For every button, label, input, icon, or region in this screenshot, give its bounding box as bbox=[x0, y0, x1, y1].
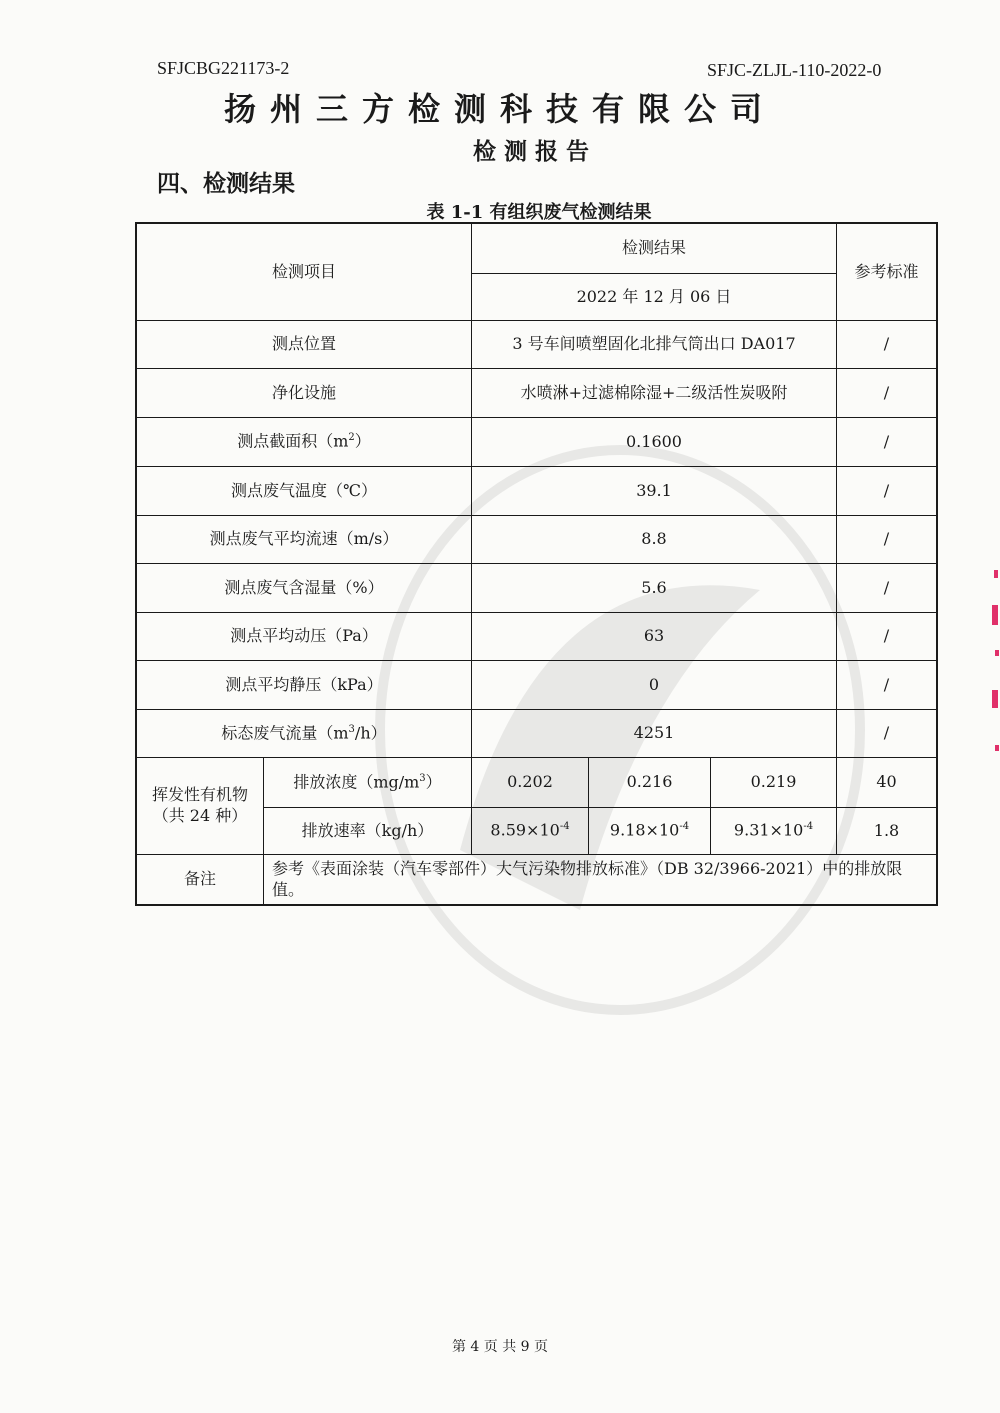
voc-rate-value: $9.18\times 10^{-4}$ bbox=[589, 808, 711, 855]
remark-text: 参考《表面涂装（汽车零部件）大气污染物排放标准》（DB 32/3966-2021）中的排放限值。 bbox=[272, 858, 903, 899]
row-value: 4251 bbox=[472, 710, 837, 758]
head-item: 检测项目 bbox=[137, 224, 472, 321]
row-ref: / bbox=[837, 418, 936, 467]
remark-label: 备注 bbox=[137, 855, 264, 904]
company-name: 扬州三方检测科技有限公司 bbox=[223, 90, 776, 128]
row-ref: / bbox=[837, 613, 936, 661]
row-value: 3 号车间喷塑固化北排气筒出口 DA017 bbox=[472, 321, 837, 369]
row-ref: / bbox=[837, 369, 936, 418]
voc-conc-ref: 40 bbox=[837, 758, 936, 808]
row-value: 8.8 bbox=[472, 516, 837, 564]
row-ref: / bbox=[837, 467, 936, 516]
voc-name: 挥发性有机物 （共 24 种） bbox=[137, 758, 264, 855]
page-footer: 第 4 页 共 9 页 bbox=[451, 1339, 549, 1355]
head-date: 2022 年 12 月 06 日 bbox=[472, 274, 837, 321]
report-title: 检测报告 bbox=[473, 138, 597, 165]
form-code: SFJC-ZLJL-110-2022-0 bbox=[707, 60, 882, 80]
row-ref: / bbox=[837, 321, 936, 369]
stamp-edge-mark bbox=[986, 565, 1000, 765]
voc-conc-value: 0.219 bbox=[711, 758, 837, 808]
row-label: 净化设施 bbox=[137, 369, 472, 418]
row-value: 39.1 bbox=[472, 467, 837, 516]
section-title: 四、检测结果 bbox=[157, 170, 295, 197]
row-ref: / bbox=[837, 516, 936, 564]
row-label: 测点截面积$(m^2)$ bbox=[137, 418, 472, 467]
voc-rate-value: $9.31\times 10^{-4}$ bbox=[711, 808, 837, 855]
row-value: 水喷淋+过滤棉除湿+二级活性炭吸附 bbox=[472, 369, 837, 418]
row-label: 测点平均动压（Pa） bbox=[137, 613, 472, 661]
head-reference: 参考标准 bbox=[837, 224, 936, 321]
row-value: 63 bbox=[472, 613, 837, 661]
row-ref: / bbox=[837, 710, 936, 758]
table-caption: 表 1-1 有组织废气检测结果 bbox=[426, 202, 652, 223]
results-table bbox=[135, 222, 938, 906]
voc-rate-label: 排放速率（kg/h） bbox=[264, 808, 472, 855]
row-label: 测点位置 bbox=[137, 321, 472, 369]
row-ref: / bbox=[837, 564, 936, 613]
row-value: 5.6 bbox=[472, 564, 837, 613]
row-label: 标态废气流量$(m^3/h)$ bbox=[137, 710, 472, 758]
doc-number: SFJCBG221173-2 bbox=[157, 58, 290, 78]
row-label: 测点平均静压（kPa） bbox=[137, 661, 472, 710]
voc-rate-value: $8.59\times 10^{-4}$ bbox=[472, 808, 589, 855]
row-value: 0.1600 bbox=[472, 418, 837, 467]
voc-rate-ref: 1.8 bbox=[837, 808, 936, 855]
head-result: 检测结果 bbox=[472, 224, 837, 274]
voc-conc-value: 0.202 bbox=[472, 758, 589, 808]
row-ref: / bbox=[837, 661, 936, 710]
row-label: 测点废气平均流速（m/s） bbox=[137, 516, 472, 564]
row-value: 0 bbox=[472, 661, 837, 710]
row-label: 测点废气温度（℃） bbox=[137, 467, 472, 516]
voc-conc-label: 排放浓度$(mg/m^3)$ bbox=[264, 758, 472, 808]
row-label: 测点废气含湿量（%） bbox=[137, 564, 472, 613]
voc-conc-value: 0.216 bbox=[589, 758, 711, 808]
